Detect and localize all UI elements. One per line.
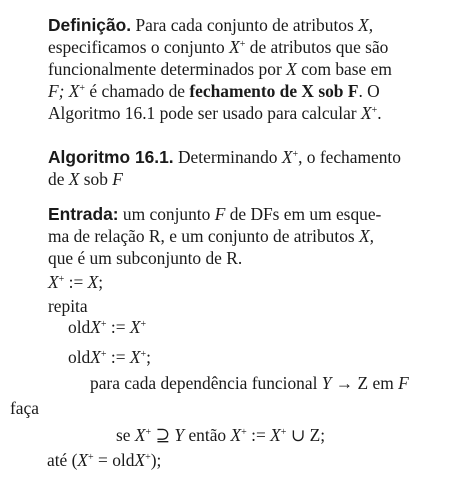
input-label: Entrada:	[48, 204, 119, 224]
definition-label: Definição.	[48, 15, 132, 35]
algorithm-title-line-2: de X sob F	[48, 169, 123, 189]
definition-line-4: F; X+ é chamado de fechamento de X sob F. O	[48, 81, 380, 101]
code-line-do: faça	[10, 398, 39, 418]
code-line-cut: oldX+ := X+	[68, 317, 147, 337]
closure-term: fechamento de X sob	[189, 81, 344, 101]
input-line-2: ma de relação R, e um conjunto de atributos X,	[48, 226, 374, 246]
definition-line-5: Algoritmo 16.1 pode ser usado para calcular X+.	[48, 103, 382, 123]
code-line-for-each: para cada dependência funcional Y → Z em F	[90, 373, 409, 393]
input-line-1: Entrada: um conjunto F de DFs em um esque-	[48, 204, 382, 224]
definition-line-1: Definição. Para cada conjunto de atributos X,	[48, 15, 374, 35]
definition-line-3: funcionalmente determinados por X com base em	[48, 59, 392, 79]
algorithm-label: Algoritmo 16.1.	[48, 147, 174, 167]
input-line-3: que é um subconjunto de R.	[48, 248, 243, 268]
code-line-assign: X+ := X;	[48, 272, 104, 292]
algorithm-title-line-1: Algoritmo 16.1. Determinando X+, o fechamento	[48, 147, 401, 167]
code-line-repeat: repita	[48, 296, 88, 316]
code-line-until: até (X+ = oldX+);	[47, 450, 162, 470]
definition-line-2: especificamos o conjunto X+ de atributos que são	[48, 37, 389, 57]
code-line-old-assign: oldX+ := X+;	[68, 347, 151, 367]
code-line-if: se X+ ⊇ Y então X+ := X+ ∪ Z;	[116, 425, 326, 445]
